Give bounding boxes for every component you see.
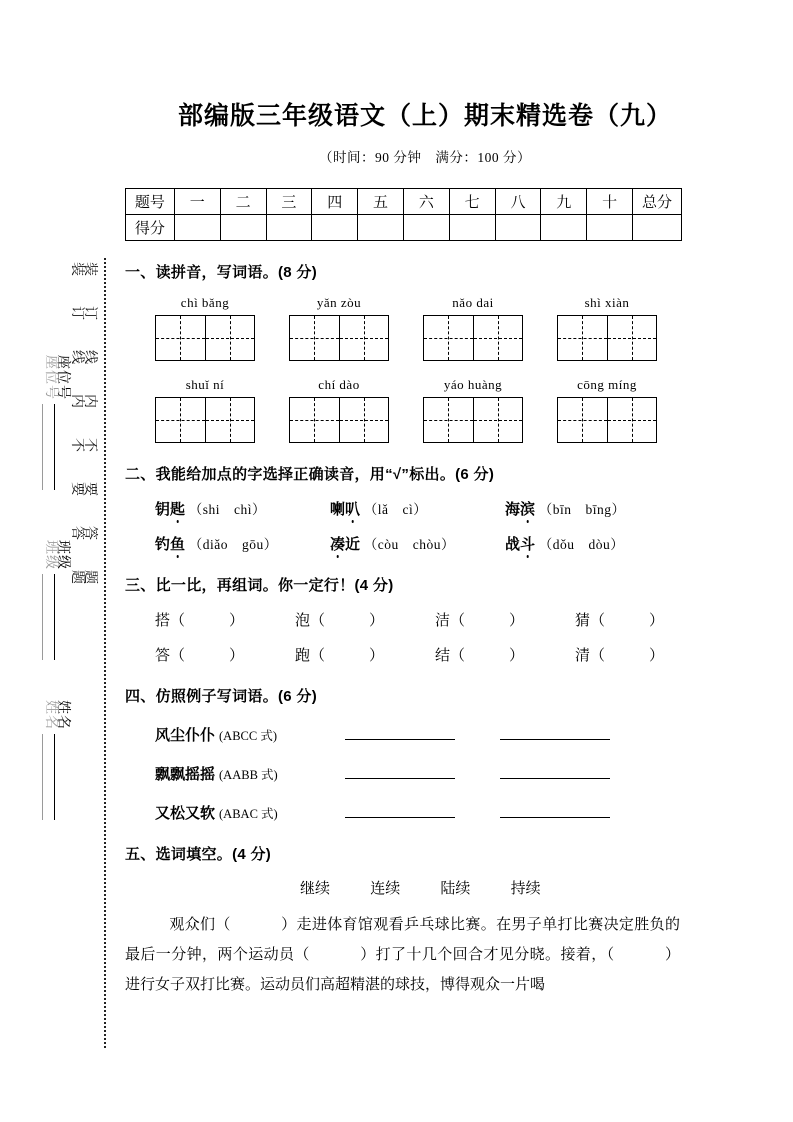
writing-grid-1[interactable] — [155, 315, 255, 361]
page-subtitle: （时间：90 分钟 满分：100 分） — [319, 150, 531, 165]
writing-grid-8[interactable] — [557, 397, 657, 443]
field-name-shadow — [42, 700, 62, 820]
q3-char-3: 洁 — [435, 612, 451, 629]
q2-item-3[interactable] — [505, 498, 680, 519]
score-cell-7[interactable] — [449, 215, 495, 241]
q4-answer-blank[interactable] — [500, 726, 610, 740]
q5-text-a: 观众们（ — [169, 917, 231, 933]
q4-answer-blank[interactable] — [345, 726, 455, 740]
q3-char-8: 清 — [575, 647, 591, 664]
q4-row-1 — [125, 724, 725, 745]
q4-answer-blank[interactable] — [500, 804, 610, 818]
q2-item-4[interactable] — [155, 533, 330, 554]
grid-cell[interactable] — [290, 398, 339, 442]
grid-cell[interactable] — [558, 398, 607, 442]
q1-pinyin-7: yáo huàng — [443, 377, 503, 392]
score-cell-6[interactable] — [403, 215, 449, 241]
q5-paragraph — [125, 910, 680, 1000]
field-seat-number-rule-shadow — [42, 404, 55, 490]
q3-item-8[interactable]: 清（ ） — [575, 647, 665, 664]
q5-word-option-3[interactable]: 陆续 — [440, 880, 471, 897]
q1-pinyin-2: yǎn zòu — [316, 295, 362, 310]
q1-pinyin-4: shì xiàn — [584, 295, 630, 310]
section-q5 — [125, 843, 725, 1000]
score-cell-4[interactable] — [312, 215, 358, 241]
field-class-rule-shadow — [42, 574, 55, 660]
writing-grid-5[interactable] — [155, 397, 255, 443]
grid-cell[interactable] — [607, 398, 656, 442]
field-class-label-shadow: 班级 — [44, 540, 60, 570]
q2-row-2 — [125, 533, 725, 554]
q1-pinyin-1: chì bǎng — [180, 295, 230, 310]
table-row-question-numbers — [126, 189, 682, 215]
writing-grid-2[interactable] — [289, 315, 389, 361]
q3-item-7[interactable]: 结（ ） — [435, 647, 525, 664]
q2-word-6: 战斗 — [505, 536, 535, 553]
q2-word-1: 钥匙 — [155, 501, 185, 518]
score-cell-3[interactable] — [266, 215, 312, 241]
q4-example-word-2: 飘飘摇摇 — [155, 766, 216, 783]
section-q4-title: 四、仿照例子写词语。(6 分) — [125, 688, 318, 705]
writing-grid-6[interactable] — [289, 397, 389, 443]
score-table-col-3: 三 — [266, 189, 312, 215]
q5-word-option-4[interactable]: 持续 — [510, 880, 541, 897]
q4-pattern-1: (ABCC 式) — [219, 729, 278, 743]
q2-word-3: 海滨 — [505, 501, 535, 518]
q3-item-4[interactable]: 猜（ ） — [575, 612, 665, 629]
q4-example-1 — [155, 724, 345, 745]
q2-options-4[interactable]: （diǎo gōu） — [188, 537, 278, 552]
grid-cell[interactable] — [473, 398, 522, 442]
q5-text-b: ）走进体育馆观看乒乓球比赛。在男子单打比赛决定胜负的最后一分钟，两个运动员（ — [125, 917, 680, 963]
q1-row-1 — [125, 295, 725, 361]
q1-item-3 — [423, 295, 557, 361]
section-q1 — [125, 261, 725, 443]
field-name-label-shadow: 姓名 — [44, 700, 60, 730]
score-cell-1[interactable] — [174, 215, 220, 241]
q1-pinyin-8: cōng míng — [577, 377, 637, 392]
q4-example-2 — [155, 763, 345, 784]
score-table-col-4: 四 — [312, 189, 358, 215]
q1-item-8 — [557, 377, 691, 443]
section-q2-title: 二、我能给加点的字选择正确读音，用“√”标出。(6 分) — [125, 466, 495, 483]
section-q3-title: 三、比一比，再组词。你一定行！(4 分) — [125, 577, 394, 594]
q5-text-c: ）打了十几个回合才见分晓。接着，（ — [359, 947, 615, 963]
writing-grid-3[interactable] — [423, 315, 523, 361]
q1-pinyin-3: nǎo dai — [452, 295, 494, 310]
section-q1-title: 一、读拼音，写词语。(8 分) — [125, 264, 318, 281]
score-cell-2[interactable] — [220, 215, 266, 241]
score-table-col-8: 八 — [495, 189, 541, 215]
q2-item-5[interactable] — [330, 533, 505, 554]
q1-item-4 — [557, 295, 691, 361]
grid-cell[interactable] — [339, 316, 388, 360]
q2-row-1 — [125, 498, 725, 519]
q4-row-2 — [125, 763, 725, 784]
q2-item-6[interactable] — [505, 533, 680, 554]
seal-notice-text-shadow: 装订线内不要答题 — [70, 262, 86, 614]
score-cell-5[interactable] — [358, 215, 404, 241]
exam-page-content — [125, 0, 725, 1000]
q3-item-6[interactable]: 跑（ ） — [295, 647, 385, 664]
section-q5-title: 五、选词填空。(4 分) — [125, 846, 272, 863]
q2-item-2[interactable] — [330, 498, 505, 519]
field-class-label: 班级 — [56, 540, 72, 570]
seal-dotted-line — [104, 258, 106, 1048]
grid-cell[interactable] — [424, 398, 473, 442]
score-table-col-9: 九 — [541, 189, 587, 215]
table-row-scores — [126, 215, 682, 241]
field-name-label: 姓名 — [56, 700, 72, 730]
q2-options-2[interactable]: （lǎ cì） — [363, 502, 428, 517]
q2-word-5: 凑近 — [330, 536, 360, 553]
grid-cell[interactable] — [558, 316, 607, 360]
writing-grid-7[interactable] — [423, 397, 523, 443]
score-table-col-1: 一 — [174, 189, 220, 215]
q1-item-6 — [289, 377, 423, 443]
q4-row-3 — [125, 802, 725, 823]
q2-item-1[interactable] — [155, 498, 330, 519]
score-table-col-6: 六 — [403, 189, 449, 215]
grid-cell[interactable] — [205, 316, 254, 360]
field-seat-number-shadow — [42, 355, 62, 490]
score-table-col-5: 五 — [358, 189, 404, 215]
q2-options-1[interactable]: （shi chì） — [188, 502, 267, 517]
score-table-col-7: 七 — [449, 189, 495, 215]
q1-item-1 — [155, 295, 289, 361]
grid-cell[interactable] — [607, 316, 656, 360]
q3-char-5: 答 — [155, 647, 171, 664]
q2-word-2: 喇叭 — [330, 501, 360, 518]
q3-item-1[interactable]: 搭（ ） — [155, 612, 245, 629]
q5-word-bank — [125, 877, 725, 898]
score-cell-8[interactable] — [495, 215, 541, 241]
score-cell-10[interactable] — [587, 215, 633, 241]
q4-example-word-3: 又松又软 — [155, 805, 216, 822]
q3-char-7: 结 — [435, 647, 451, 664]
q2-options-3[interactable]: （bīn bīng） — [538, 502, 626, 517]
q3-row-2 — [125, 644, 725, 665]
q4-answer-blank[interactable] — [500, 765, 610, 779]
q4-answer-blank[interactable] — [345, 804, 455, 818]
q3-char-1: 搭 — [155, 612, 171, 629]
q1-row-2 — [125, 377, 725, 443]
q1-item-5 — [155, 377, 289, 443]
score-table-row-label-question: 题号 — [126, 189, 175, 215]
score-table-row-label-score: 得分 — [126, 215, 175, 241]
q1-item-7 — [423, 377, 557, 443]
grid-cell[interactable] — [290, 316, 339, 360]
grid-cell[interactable] — [339, 398, 388, 442]
grid-cell[interactable] — [473, 316, 522, 360]
grid-cell[interactable] — [424, 316, 473, 360]
section-q4 — [125, 685, 725, 823]
q4-pattern-3: (ABAC 式) — [219, 807, 278, 821]
q3-item-5[interactable]: 答（ ） — [155, 647, 245, 664]
q4-example-word-1: 风尘仆仆 — [155, 727, 216, 744]
score-table-col-2: 二 — [220, 189, 266, 215]
q4-answer-blank[interactable] — [345, 765, 455, 779]
q1-pinyin-5: shuǐ ní — [185, 377, 225, 392]
q3-char-6: 跑 — [295, 647, 311, 664]
field-class-shadow — [42, 540, 62, 660]
q3-row-1 — [125, 609, 725, 630]
q1-pinyin-6: chí dào — [318, 377, 360, 392]
score-table-col-10: 十 — [587, 189, 633, 215]
section-q2 — [125, 463, 725, 554]
section-q3 — [125, 574, 725, 665]
q4-pattern-2: (AABB 式) — [219, 768, 278, 782]
score-table-col-total: 总分 — [633, 189, 682, 215]
q5-text-d: ）进行女子双打比赛。运动员们高超精湛的球技，博得观众一片喝 — [125, 947, 680, 993]
q3-item-2[interactable]: 泡（ ） — [295, 612, 385, 629]
binding-margin — [0, 0, 120, 1122]
q2-word-4: 钓鱼 — [155, 536, 185, 553]
q3-char-4: 猜 — [575, 612, 591, 629]
field-seat-number-label: 座位号 — [56, 355, 72, 400]
seal-notice-text: 装订线内不要答题 — [83, 262, 99, 614]
q5-word-option-2[interactable]: 连续 — [370, 880, 401, 897]
score-cell-total[interactable] — [633, 215, 682, 241]
field-seat-number-label-shadow: 座位号 — [44, 355, 60, 400]
score-cell-9[interactable] — [541, 215, 587, 241]
score-table — [125, 188, 682, 241]
grid-cell[interactable] — [156, 398, 205, 442]
grid-cell[interactable] — [205, 398, 254, 442]
q5-word-option-1[interactable]: 继续 — [300, 880, 331, 897]
q2-options-5[interactable]: （còu chòu） — [363, 537, 456, 552]
q4-example-3 — [155, 802, 345, 823]
q3-item-3[interactable]: 洁（ ） — [435, 612, 525, 629]
writing-grid-4[interactable] — [557, 315, 657, 361]
field-name-rule-shadow — [42, 734, 55, 820]
q1-item-2 — [289, 295, 423, 361]
page-title: 部编版三年级语文（上）期末精选卷（九） — [177, 102, 672, 130]
q2-options-6[interactable]: （dǒu dòu） — [538, 537, 625, 552]
q3-char-2: 泡 — [295, 612, 311, 629]
grid-cell[interactable] — [156, 316, 205, 360]
